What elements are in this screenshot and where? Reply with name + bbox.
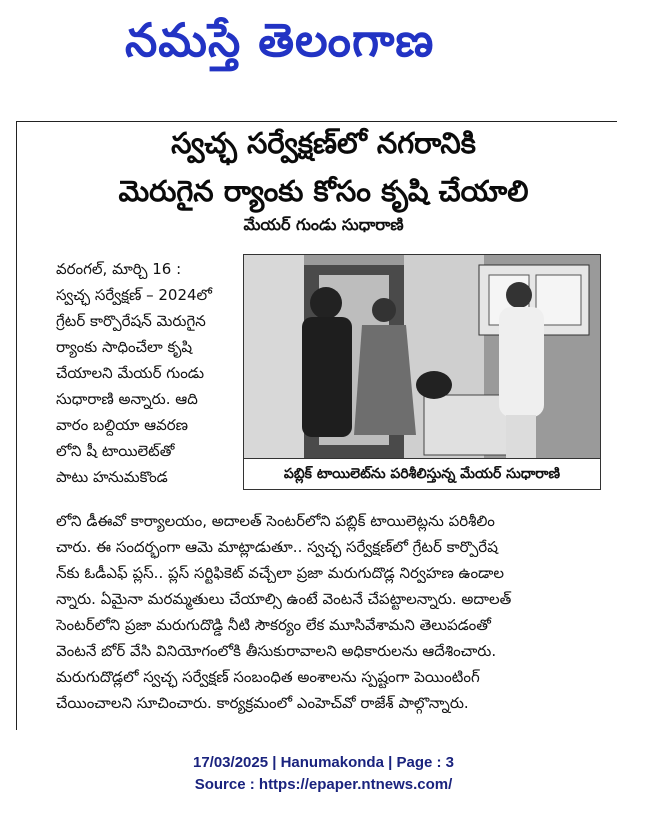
left-column-line: వరంగల్, మార్చి 16 :: [56, 260, 182, 278]
body-line: మరుగుదొడ్లలో స్వచ్ఛ సర్వేక్షణ్ సంబంధిత అంశాలను స్పష్టంగా పెయింటింగ్: [56, 668, 480, 686]
body-line: చారు. ఈ సందర్భంగా ఆమె మాట్లాడుతూ.. స్వచ్ఛ సర్వేక్షణ్‌లో గ్రేటర్ కార్పొరేష: [56, 538, 498, 556]
photo-caption: పబ్లిక్ టాయిలెట్‌ను పరిశీలిస్తున్న మేయర్ సుధారాణి: [243, 458, 601, 490]
left-column-line: సుధారాణి అన్నారు. ఆది: [56, 390, 198, 408]
news-photo-illustration: [244, 255, 600, 458]
headline-line-1: స్వచ్ఛ సర్వేక్షణ్‌లో నగరానికి: [171, 126, 476, 160]
body-line: లోని డీఈవో కార్యాలయం, అదాలత్ సెంటర్‌లోని పబ్లిక్ టాయిలెట్లను పరిశీలిం: [56, 512, 495, 530]
body-line: సెంటర్‌లోని ప్రజా మరుగుదొడ్డి నీటి సౌకర్యం లేక మూసివేశామని తెలుపడంతో: [56, 616, 491, 634]
left-column-line: వారం బల్దియా ఆవరణ: [56, 416, 189, 434]
body-line: వెంటనే బోర్ వేసి వినియోగంలోకి తీసుకురావాలని అధికారులను ఆదేశించారు.: [56, 642, 497, 660]
footer-source-link[interactable]: Source : https://epaper.ntnews.com/: [194, 776, 453, 793]
body-line: న్నారు. ఏమైనా మరమ్మతులు చేయాల్సి ఉంటే వెంటనే చేపట్టాలన్నారు. అదాలత్: [56, 590, 512, 608]
subheadline: మేయర్ గుండు సుధారాణి: [243, 215, 404, 234]
left-column-line: లోని షీ టాయిలెట్‌తో: [56, 442, 175, 460]
left-column-line: ర్యాంకు సాధించేలా కృషి: [56, 338, 193, 356]
left-column-text: [56, 256, 242, 490]
article-body: [56, 508, 602, 716]
left-column-line: చేయాలని మేయర్ గుండు: [56, 364, 205, 382]
headline-line-2: మెరుగైన ర్యాంకు కోసం కృషి చేయాలి: [118, 174, 529, 208]
body-line: న్‌కు ఓడీఎఫ్ ప్లస్.. ప్లస్ సర్టిఫికెట్ వచ్చేలా ప్రజా మరుగుదొడ్ల నిర్వహణ ఉండాల: [56, 564, 504, 582]
news-photo: [243, 254, 601, 459]
left-column-line: స్వచ్ఛ సర్వేక్షణ్ – 2024లో: [56, 286, 212, 304]
footer-date-edition-page: 17/03/2025 | Hanumakonda | Page : 3: [192, 754, 454, 771]
body-line: చేయించాలని సూచించారు. కార్యక్రమంలో ఎంహెచ్‌వో రాజేశ్ పాల్గొన్నారు.: [56, 694, 469, 712]
left-column-line: పాటు హనుమకొండ: [56, 468, 168, 486]
masthead-logo: నమస్తే తెలంగాణ: [125, 13, 435, 67]
left-column-line: గ్రేటర్ కార్పొరేషన్ మెరుగైన: [56, 312, 206, 330]
